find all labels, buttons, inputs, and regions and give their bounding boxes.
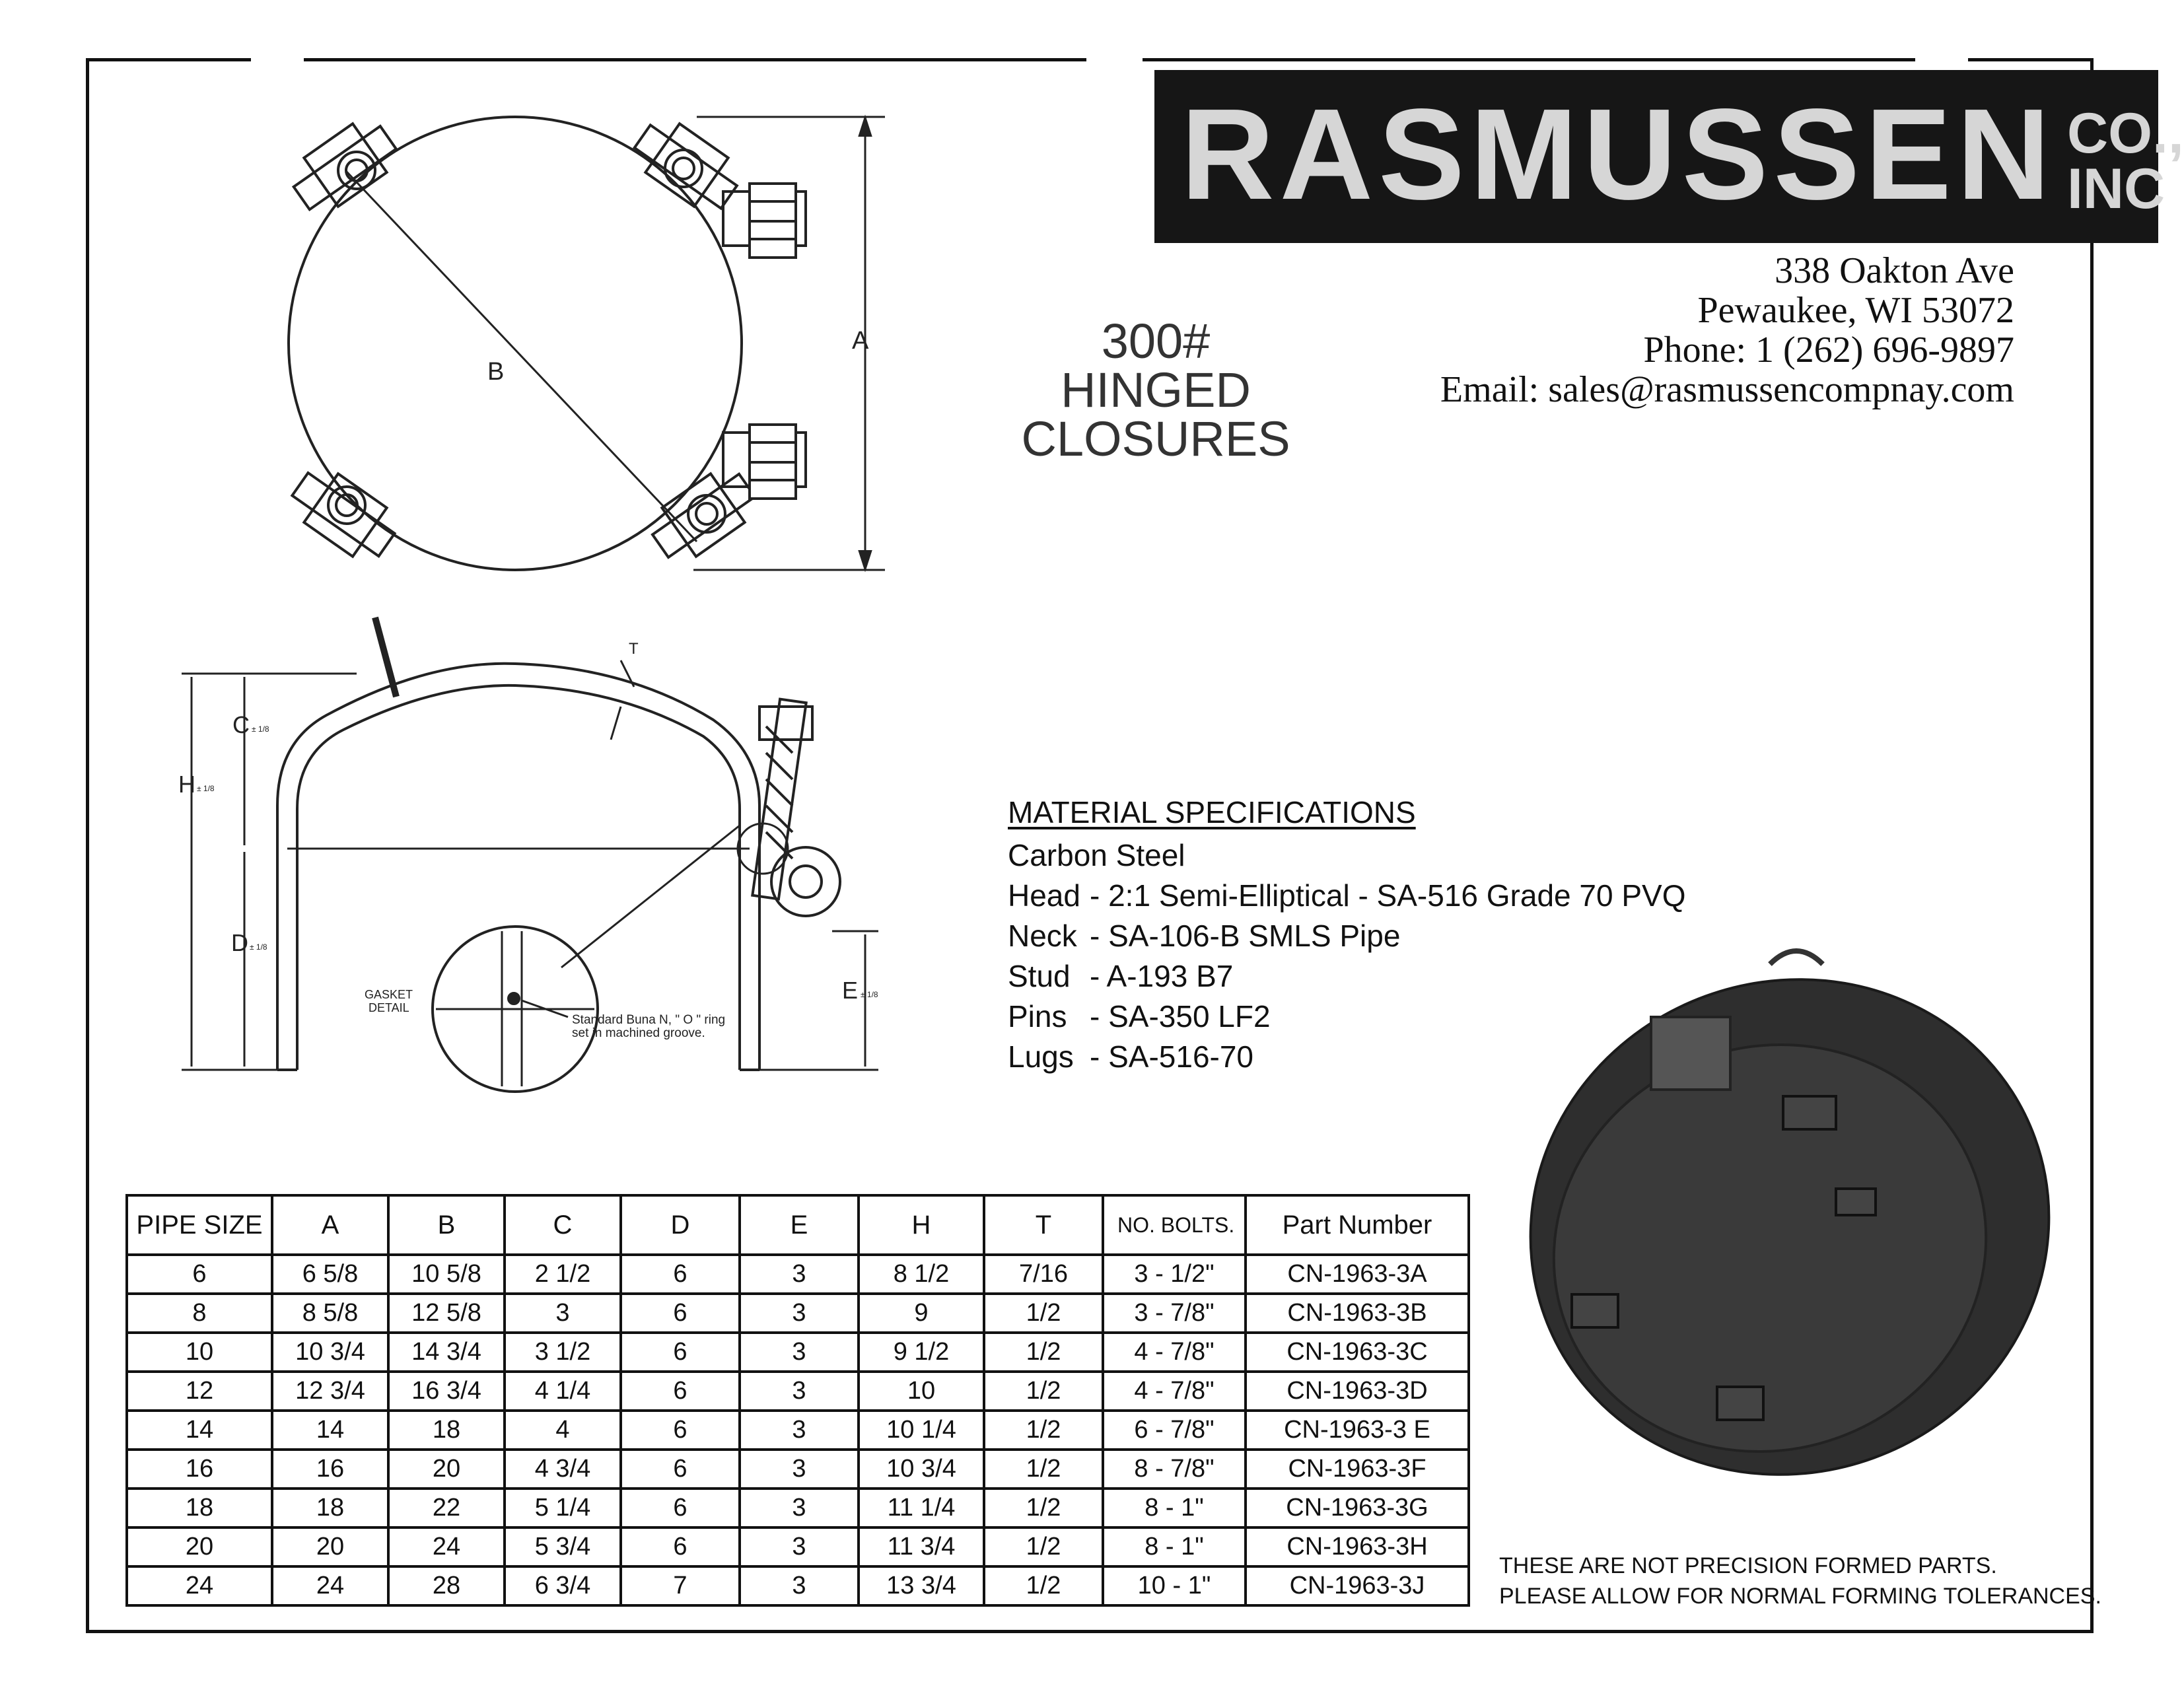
oring-label-1: Standard Buna N, " O " ring: [572, 1013, 726, 1027]
bolt-lug: [292, 473, 394, 557]
table-cell: 6: [621, 1489, 740, 1527]
bolt-lug: [294, 123, 396, 209]
table-cell: 3: [740, 1294, 859, 1333]
table-cell: 18: [388, 1411, 505, 1450]
title-rating: 300#: [1101, 314, 1211, 368]
col-header: D: [621, 1195, 740, 1255]
logo-wordmark: RASMUSSEN: [1181, 82, 2056, 227]
address-phone: Phone: 1 (262) 696-9897: [1643, 330, 2014, 370]
table-cell: 10 1/4: [859, 1411, 984, 1450]
table-row: [127, 1527, 1469, 1566]
gasket-label-2: DETAIL: [369, 1001, 409, 1014]
col-header: E: [740, 1195, 859, 1255]
table-cell: 13 3/4: [859, 1566, 984, 1605]
table-cell: 7/16: [984, 1255, 1103, 1294]
table-cell: 3: [740, 1411, 859, 1450]
tol-e: ± 1/8: [861, 990, 878, 999]
table-cell: 6: [127, 1255, 272, 1294]
table-cell: 1/2: [984, 1333, 1103, 1372]
table-cell: 4: [505, 1411, 621, 1450]
dimensions-table: [125, 1194, 1470, 1607]
table-cell: 8 - 1": [1103, 1527, 1246, 1566]
spec-label: Stud: [1008, 959, 1071, 993]
table-cell: 4 - 7/8": [1103, 1372, 1246, 1411]
specs-heading: MATERIAL SPECIFICATIONS: [1008, 795, 1416, 829]
table-cell: 10: [859, 1372, 984, 1411]
spec-value: - SA-350 LF2: [1090, 999, 1271, 1034]
table-cell: 3 - 1/2": [1103, 1255, 1246, 1294]
note-line2: PLEASE ALLOW FOR NORMAL FORMING TOLERANCES.: [1499, 1584, 2101, 1609]
label-a: A: [852, 327, 869, 355]
tolerance-note: [1499, 1551, 2101, 1611]
table-row: [127, 1450, 1469, 1489]
title-line1: HINGED: [1061, 363, 1251, 417]
table-cell: 22: [388, 1489, 505, 1527]
table-row: [127, 1255, 1469, 1294]
spec-label: Head: [1008, 878, 1080, 913]
table-cell: 4 - 7/8": [1103, 1333, 1246, 1372]
table-cell: 20: [388, 1450, 505, 1489]
table-cell: 9 1/2: [859, 1333, 984, 1372]
col-header: A: [272, 1195, 388, 1255]
title-line2: CLOSURES: [1021, 411, 1290, 466]
table-cell: 1/2: [984, 1489, 1103, 1527]
top-view-drawing: [289, 117, 885, 570]
table-cell: 6 3/4: [505, 1566, 621, 1605]
table-cell: 16: [272, 1450, 388, 1489]
table-cell: 10 - 1": [1103, 1566, 1246, 1605]
table-cell: 3: [740, 1450, 859, 1489]
table-cell: 3: [740, 1489, 859, 1527]
table-cell: 6: [621, 1255, 740, 1294]
table-header-row: [127, 1195, 1469, 1255]
dimension-b-line: [347, 172, 697, 542]
table-cell: 11 3/4: [859, 1527, 984, 1566]
col-header: T: [984, 1195, 1103, 1255]
spec-value: - SA-516-70: [1090, 1039, 1254, 1074]
spec-value: - 2:1 Semi-Elliptical - SA-516 Grade 70 PVQ: [1090, 878, 1686, 913]
table-cell: CN-1963-3 E: [1246, 1411, 1469, 1450]
address-street: 338 Oakton Ave: [1775, 250, 2014, 291]
table-cell: 20: [127, 1527, 272, 1566]
table-cell: 7: [621, 1566, 740, 1605]
material-specifications: [1008, 792, 1685, 1077]
table-cell: 28: [388, 1566, 505, 1605]
table-cell: 1/2: [984, 1527, 1103, 1566]
table-cell: 14: [127, 1411, 272, 1450]
table-cell: 8 - 7/8": [1103, 1450, 1246, 1489]
table-cell: 8 5/8: [272, 1294, 388, 1333]
table-cell: CN-1963-3A: [1246, 1255, 1469, 1294]
oring-label-2: set in machined groove.: [572, 1026, 705, 1040]
table-cell: 1/2: [984, 1566, 1103, 1605]
label-h: H: [178, 771, 195, 798]
table-cell: 3: [740, 1372, 859, 1411]
table-cell: 8: [127, 1294, 272, 1333]
spec-label: Pins: [1008, 999, 1067, 1034]
spec-label: Lugs: [1008, 1039, 1074, 1074]
table-cell: 14: [272, 1411, 388, 1450]
table-cell: 14 3/4: [388, 1333, 505, 1372]
table-cell: CN-1963-3J: [1246, 1566, 1469, 1605]
table-cell: 8 1/2: [859, 1255, 984, 1294]
tol-h: ± 1/8: [197, 784, 215, 793]
swing-bolt: [752, 699, 840, 916]
table-cell: 1/2: [984, 1294, 1103, 1333]
logo-inc: INC: [2067, 157, 2166, 221]
table-cell: CN-1963-3G: [1246, 1489, 1469, 1527]
table-cell: 1/2: [984, 1372, 1103, 1411]
table-cell: 6: [621, 1411, 740, 1450]
table-cell: 2 1/2: [505, 1255, 621, 1294]
table-cell: 6: [621, 1372, 740, 1411]
table-cell: 16 3/4: [388, 1372, 505, 1411]
table-cell: 11 1/4: [859, 1489, 984, 1527]
gasket-label-1: GASKET: [365, 988, 413, 1001]
table-cell: 16: [127, 1450, 272, 1489]
table-cell: 6 5/8: [272, 1255, 388, 1294]
col-header: Part Number: [1246, 1195, 1469, 1255]
table-cell: 24: [388, 1527, 505, 1566]
table-cell: 6: [621, 1450, 740, 1489]
spec-value: - A-193 B7: [1090, 959, 1234, 993]
table-cell: 18: [272, 1489, 388, 1527]
spec-value: - SA-106-B SMLS Pipe: [1090, 919, 1401, 953]
table-cell: 6: [621, 1527, 740, 1566]
table-cell: 3 - 7/8": [1103, 1294, 1246, 1333]
label-c: C: [232, 711, 250, 738]
table-cell: 8 - 1": [1103, 1489, 1246, 1527]
hinge: [723, 425, 806, 499]
table-cell: 12 5/8: [388, 1294, 505, 1333]
table-cell: 9: [859, 1294, 984, 1333]
table-cell: CN-1963-3F: [1246, 1450, 1469, 1489]
table-cell: CN-1963-3D: [1246, 1372, 1469, 1411]
label-d: D: [231, 929, 248, 956]
table-cell: 3: [740, 1255, 859, 1294]
table-cell: 6: [621, 1333, 740, 1372]
address-city: Pewaukee, WI 53072: [1697, 290, 2014, 331]
table-cell: 10: [127, 1333, 272, 1372]
table-cell: 20: [272, 1527, 388, 1566]
col-header: H: [859, 1195, 984, 1255]
table-cell: 10 5/8: [388, 1255, 505, 1294]
table-cell: 10 3/4: [859, 1450, 984, 1489]
table-cell: 3: [740, 1527, 859, 1566]
table-cell: 6 - 7/8": [1103, 1411, 1246, 1450]
table-cell: 24: [272, 1566, 388, 1605]
table-row: [127, 1489, 1469, 1527]
table-cell: 5 3/4: [505, 1527, 621, 1566]
table-cell: 12: [127, 1372, 272, 1411]
table-cell: CN-1963-3C: [1246, 1333, 1469, 1372]
table-row: [127, 1372, 1469, 1411]
label-t: T: [629, 640, 639, 658]
col-header: B: [388, 1195, 505, 1255]
table-cell: 1/2: [984, 1450, 1103, 1489]
table-row: [127, 1411, 1469, 1450]
table-row: [127, 1294, 1469, 1333]
table-cell: 4 3/4: [505, 1450, 621, 1489]
table-cell: CN-1963-3H: [1246, 1527, 1469, 1566]
logo-co: CO.,: [2067, 102, 2184, 165]
table-cell: 24: [127, 1566, 272, 1605]
col-header: PIPE SIZE: [127, 1195, 272, 1255]
table-row: [127, 1333, 1469, 1372]
specs-material: Carbon Steel: [1008, 838, 1185, 872]
address-email: Email: sales@rasmussencompnay.com: [1440, 369, 2014, 410]
spec-row: [1008, 1037, 1685, 1077]
label-e: E: [842, 977, 859, 1004]
label-b: B: [487, 358, 505, 386]
table-cell: 4 1/4: [505, 1372, 621, 1411]
table-cell: 1/2: [984, 1411, 1103, 1450]
spec-row: [1008, 956, 1685, 997]
col-header: C: [505, 1195, 621, 1255]
table-cell: 3: [740, 1333, 859, 1372]
table-cell: CN-1963-3B: [1246, 1294, 1469, 1333]
spec-label: Neck: [1008, 919, 1077, 953]
side-view-drawing: [182, 617, 878, 1092]
table-cell: 5 1/4: [505, 1489, 621, 1527]
spec-row: [1008, 876, 1685, 916]
table-cell: 10 3/4: [272, 1333, 388, 1372]
col-header: NO. BOLTS.: [1103, 1195, 1246, 1255]
table-cell: 6: [621, 1294, 740, 1333]
table-cell: 12 3/4: [272, 1372, 388, 1411]
note-line1: THESE ARE NOT PRECISION FORMED PARTS.: [1499, 1553, 1997, 1578]
hinge: [723, 184, 806, 258]
table-row: [127, 1566, 1469, 1605]
tol-d: ± 1/8: [250, 942, 267, 952]
tol-c: ± 1/8: [252, 724, 269, 734]
spec-row: [1008, 997, 1685, 1037]
table-body: [127, 1255, 1469, 1605]
table-cell: 3: [505, 1294, 621, 1333]
table-cell: 18: [127, 1489, 272, 1527]
table-cell: 3: [740, 1566, 859, 1605]
table-cell: 3 1/2: [505, 1333, 621, 1372]
spec-row: [1008, 916, 1685, 956]
